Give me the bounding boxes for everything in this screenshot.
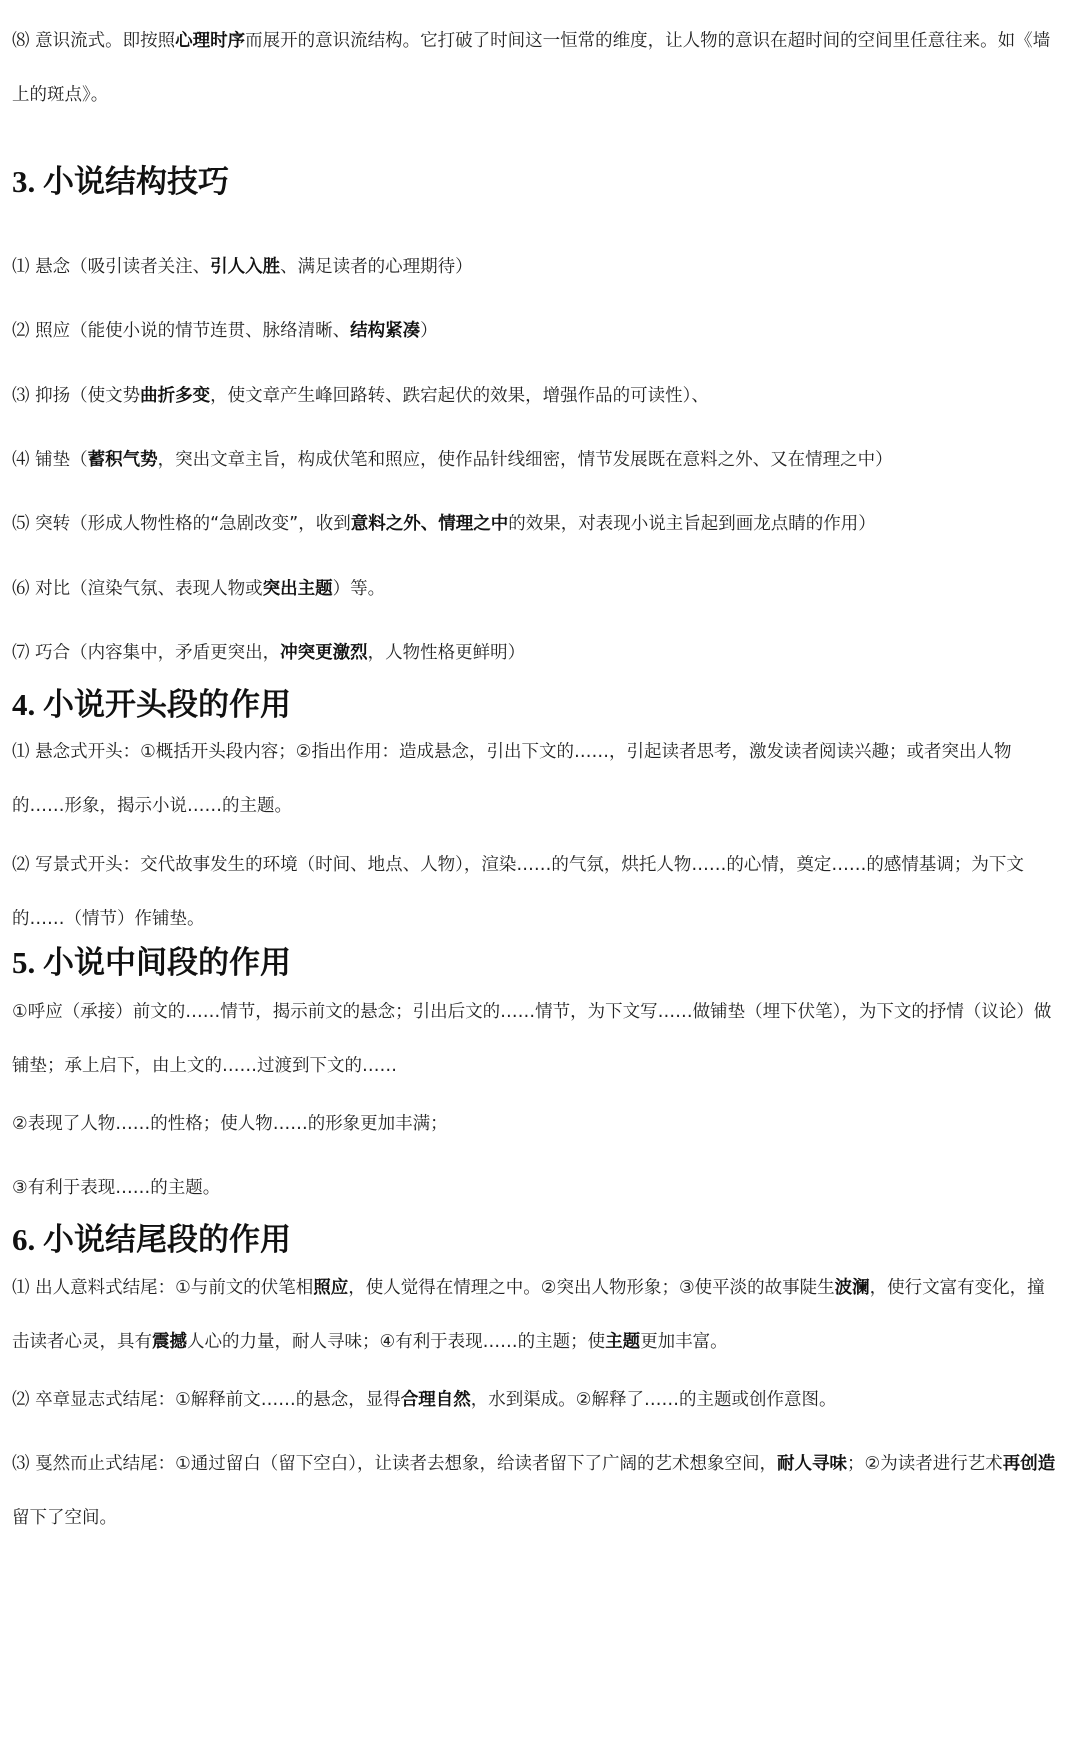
bold-run: 冲突更激烈 <box>280 643 368 663</box>
bold-run: 蓄积气势 <box>87 450 158 470</box>
item-number: ⑷ <box>12 450 30 470</box>
s3-item-7 <box>12 626 1062 680</box>
item-number: ⑶ <box>12 386 30 406</box>
item-number: ⑴ <box>12 742 30 762</box>
section-4-heading: 4. 小说开头段的作用 <box>12 687 291 722</box>
text-run: ，使文章产生峰回路转、跌宕起伏的效果，增强作品的可读性）、 <box>210 386 709 406</box>
bold-run: 照应 <box>313 1278 349 1298</box>
text-run: 出人意料式结尾：①与前文的伏笔相 <box>35 1278 314 1298</box>
text-run: 巧合（内容集中，矛盾更突出， <box>35 643 281 663</box>
text-run: 戛然而止式结尾：①通过留白（留下空白），让读者去想象，给读者留下了广阔的艺术想象空间， <box>35 1454 778 1474</box>
paragraph-item8 <box>12 14 1062 122</box>
item-number: ⑶ <box>12 1454 30 1474</box>
bold-run: 波澜 <box>834 1278 870 1298</box>
item-number: ⑴ <box>12 257 30 277</box>
text-run: 人心的力量，耐人寻味；④有利于表现……的主题；使 <box>187 1332 606 1352</box>
text-run: 的效果，对表现小说主旨起到画龙点睛的作用） <box>508 514 876 534</box>
bold-run: 结构紧凑 <box>350 321 421 341</box>
text-run: 留下了空间。 <box>12 1508 117 1528</box>
text-run: 意识流式。即按照 <box>35 31 176 51</box>
text-run: ；②为读者进行艺术 <box>847 1454 1003 1474</box>
s6-item-1 <box>12 1261 1062 1369</box>
s5-item-3: ③有利于表现……的主题。 <box>12 1178 221 1198</box>
text-run: ） <box>420 321 438 341</box>
s5-item-2: ②表现了人物……的性格；使人物……的形象更加丰满； <box>12 1114 448 1134</box>
text-run: 写景式开头：交代故事发生的环境（时间、地点、人物），渲染……的气氛，烘托人物……的心情，奠定……的感情基调；为下文的……（情节）作铺垫。 <box>12 855 1024 929</box>
text-run: 卒章显志式结尾：①解释前文……的悬念，显得 <box>35 1390 401 1410</box>
section-3-heading: 3. 小说结构技巧 <box>12 164 229 199</box>
text-run: 铺垫（ <box>35 450 88 470</box>
item-number: ⑴ <box>12 1278 30 1298</box>
bold-run: 心理时序 <box>175 31 246 51</box>
text-run: 悬念（吸引读者关注、 <box>35 257 211 277</box>
bold-run: 合理自然 <box>400 1390 471 1410</box>
text-run: 对比（渲染气氛、表现人物或 <box>35 579 263 599</box>
section-6-heading: 6. 小说结尾段的作用 <box>12 1222 291 1257</box>
s5-item-1: ①呼应（承接）前文的……情节，揭示前文的悬念；引出后文的……情节，为下文写……做铺垫（埋下伏笔），为下文的抒情（议论）做铺垫；承上启下，由上文的……过渡到下文的…… <box>12 1002 1052 1076</box>
s6-item-3 <box>12 1437 1062 1545</box>
bold-run: 引人入胜 <box>210 257 281 277</box>
item-number: ⑵ <box>12 855 30 875</box>
s3-item-3 <box>12 369 1062 423</box>
s4-item-1 <box>12 725 1062 833</box>
text-run: 、满足读者的心理期待） <box>280 257 473 277</box>
s3-item-6 <box>12 562 1062 616</box>
s3-item-4 <box>12 433 1062 487</box>
text-run: 照应（能使小说的情节连贯、脉络清晰、 <box>35 321 351 341</box>
bold-run: 曲折多变 <box>140 386 211 406</box>
text-run: 更加丰富。 <box>640 1332 728 1352</box>
text-run: ，人物性格更鲜明） <box>367 643 526 663</box>
text-run: 而展开的意识流结构。它打破了时间这一恒常的维度，让人物的意识在超时间的空间里任意往来。如《墙上的斑点》。 <box>12 31 1051 105</box>
s3-item-1 <box>12 240 1062 294</box>
text-run: ，使行文富有变化，撞击读者心灵，具有 <box>12 1278 1045 1352</box>
item-number: ⑻ <box>12 31 30 51</box>
s3-item-2 <box>12 304 1062 358</box>
text-run: ，突出文章主旨，构成伏笔和照应，使作品针线细密，情节发展既在意料之外、又在情理之中） <box>157 450 893 470</box>
bold-run: 主题 <box>605 1332 641 1352</box>
s6-item-2 <box>12 1373 1062 1427</box>
bold-run: 耐人寻味 <box>777 1454 848 1474</box>
text-run: ）等。 <box>332 579 386 599</box>
text-run: 抑扬（使文势 <box>35 386 141 406</box>
text-run: ，水到渠成。②解释了……的主题或创作意图。 <box>470 1390 837 1410</box>
text-run: ，使人觉得在情理之中。②突出人物形象；③使平淡的故事陡生 <box>348 1278 835 1298</box>
bold-run: 震撼 <box>152 1332 187 1352</box>
item-number: ⑵ <box>12 1390 30 1410</box>
bold-run: 再创造 <box>1002 1454 1056 1474</box>
section-5-heading: 5. 小说中间段的作用 <box>12 945 291 980</box>
text-run: 突转（形成人物性格的“急剧改变”，收到 <box>35 514 351 534</box>
item-number: ⑺ <box>12 643 30 663</box>
bold-run: 意料之外、情理之中 <box>350 514 509 534</box>
text-run: 悬念式开头：①概括开头段内容；②指出作用：造成悬念，引出下文的……，引起读者思考，激发读者阅读兴趣；或者突出人物的……形象，揭示小说……的主题。 <box>12 742 1012 816</box>
s3-item-5 <box>12 497 1062 551</box>
item-number: ⑹ <box>12 579 30 599</box>
item-number: ⑸ <box>12 514 30 534</box>
bold-run: 突出主题 <box>262 579 333 599</box>
item-number: ⑵ <box>12 321 30 341</box>
s4-item-2 <box>12 838 1062 946</box>
